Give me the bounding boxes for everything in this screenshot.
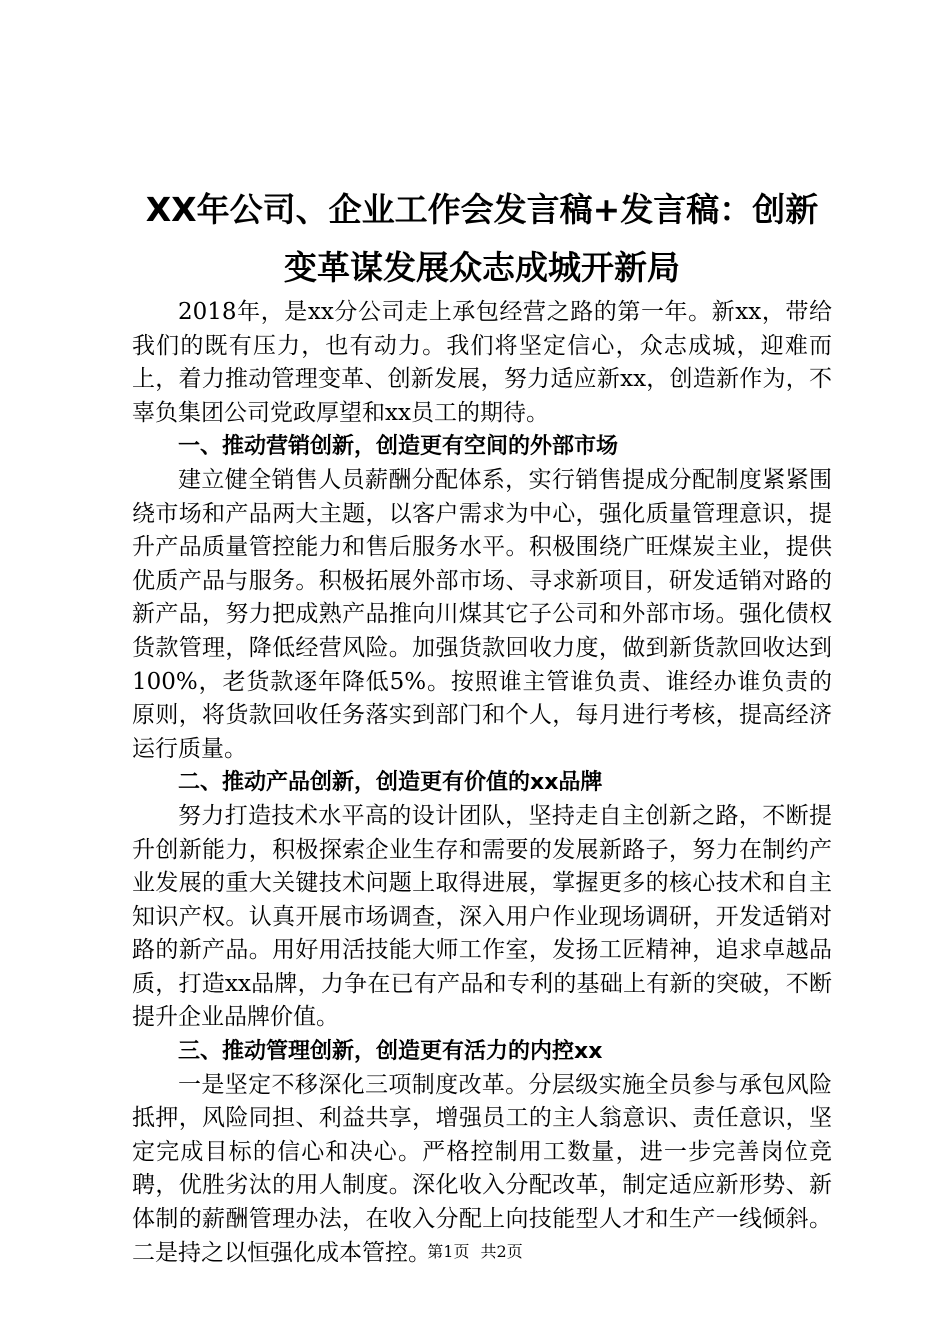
page-number-total: 共2页: [480, 1242, 523, 1261]
document-body: [132, 296, 832, 1270]
section-heading-3: 三、推动管理创新，创造更有活力的内控xx: [178, 1039, 603, 1065]
section-paragraph-1: 建立健全销售人员薪酬分配体系，实行销售提成分配制度紧紧围绕市场和产品两大主题，以客户需求为中心，强化质量管理意识，提升产品质量管控能力和售后服务水平。积极围绕广旺煤炭主业，提供优质产品与服务。积极拓展外部市场、寻求新项目，研发适销对路的新产品，努力把成熟产品推向川煤其它子公司和外部市场。强化债权货款管理，降低经营风险。加强货款回收力度，做到新货款回收达到100%，老货款逐年降低5%。按照谁主管谁负责、谁经办谁负责的原则，将货款回收任务落实到部门和个人，每月进行考核，提高经济运行质量。: [132, 466, 832, 762]
intro-paragraph: 2018年，是xx分公司走上承包经营之路的第一年。新xx，带给我们的既有压力，也有动力。我们将坚定信心，众志成城，迎难而上，着力推动管理变革、创新发展，努力适应新xx，创造新作为，不辜负集团公司党政厚望和xx员工的期待。: [132, 299, 832, 426]
section-heading-1: 一、推动营销创新，创造更有空间的外部市场: [178, 434, 619, 460]
document-title-line-2: 变革谋发展众志成城开新局: [284, 248, 680, 287]
page-number-current: 第1页: [427, 1242, 470, 1261]
document-page: [132, 0, 832, 1344]
section-paragraph-2: 努力打造技术水平高的设计团队，坚持走自主创新之路，不断提升创新能力，积极探索企业生存和需要的发展新路子，努力在制约产业发展的重大关键技术问题上取得进展，掌握更多的核心技术和自主知识产权。认真开展市场调查，深入用户作业现场调研，开发适销对路的新产品。用好用活技能大师工作室，发扬工匠精神，追求卓越品质，打造xx品牌，力争在已有产品和专利的基础上有新的突破，不断提升企业品牌价值。: [132, 802, 832, 1031]
section-paragraph-3: 一是坚定不移深化三项制度改革。分层级实施全员参与承包风险抵押，风险同担、利益共享，增强员工的主人翁意识、责任意识，坚定完成目标的信心和决心。严格控制用工数量，进一步完善岗位竞聘，优胜劣汰的用人制度。深化收入分配改革，制定适应新形势、新体制的薪酬管理办法，在收入分配上向技能型人才和生产一线倾斜。二是持之以恒强化成本管控。: [132, 1071, 832, 1266]
section-heading-2: 二、推动产品创新，创造更有价值的xx品牌: [178, 770, 603, 796]
page-footer: [0, 1242, 950, 1262]
document-title-line-1: XX年公司、企业工作会发言稿+发言稿：创新: [145, 190, 819, 229]
